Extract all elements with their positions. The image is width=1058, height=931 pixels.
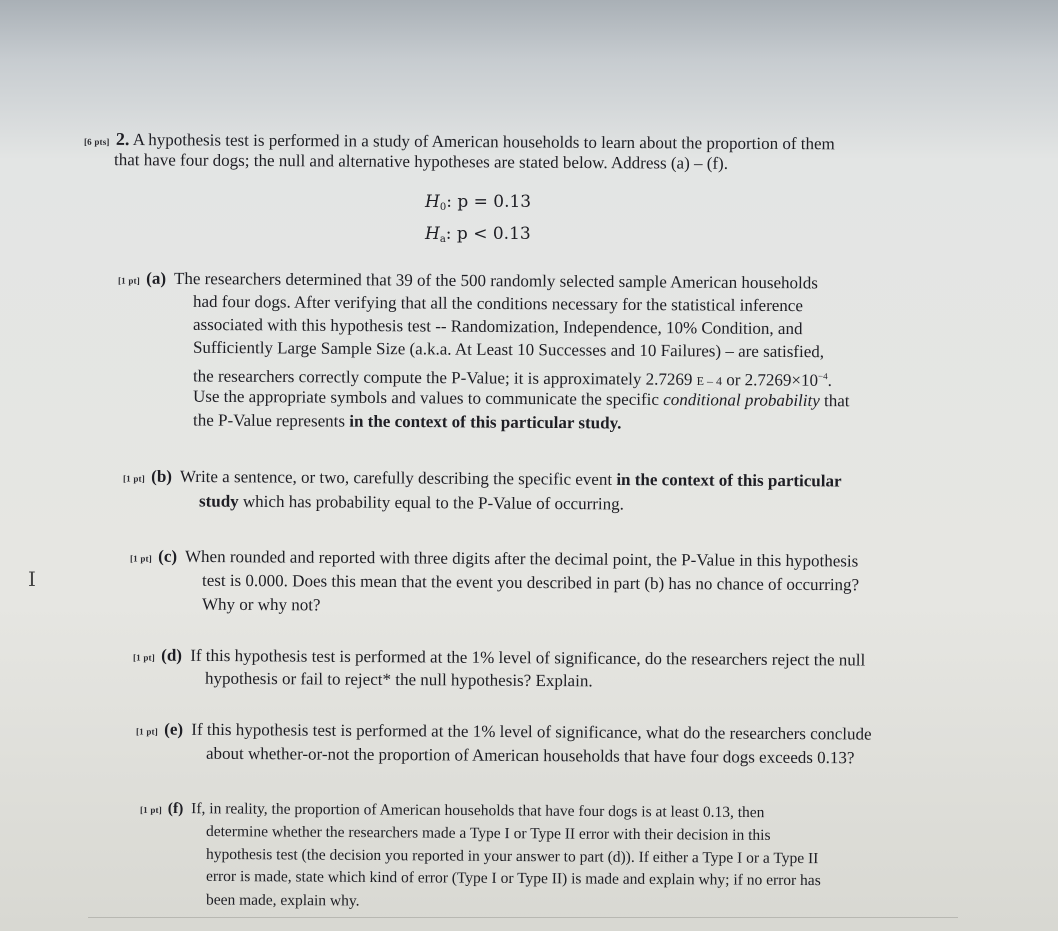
part-c-line3: Why or why not? (201, 594, 321, 615)
part-a-line1: [1 pt] (a) The researchers determined that 39 of the 500 randomly selected sample American households (117, 268, 818, 293)
part-b-points: [1 pt] (122, 473, 145, 484)
part-a-line2: had four dogs. After verifying that all the conditions necessary for the statistical inference (192, 291, 803, 316)
part-f-line1: [1 pt] (f) If, in reality, the proportion of American households that have four dogs is at least 0.13, then (139, 800, 765, 822)
part-a-line5: the researchers correctly compute the P-Value; it is approximately 2.7269 E – 4 or $2.7269\times 10^{-4}$. (192, 366, 832, 390)
null-hypothesis: $H_0$: p = 0.13 (425, 192, 532, 213)
question-points: [6 pts] (83, 136, 110, 147)
question-2-line2 (114, 150, 728, 174)
part-b-line2: study which has probability equal to the P-Value of occurring. (198, 491, 624, 514)
part-a-label: (a) (146, 268, 167, 288)
part-d-line2: hypothesis or fail to reject* the null hypothesis? Explain. (204, 668, 593, 691)
part-a-line3: associated with this hypothesis test -- Randomization, Independence, 10% Condition, and (192, 314, 803, 339)
part-f-line2: determine whether the researchers made a Type I or Type II error with their decision in this (205, 823, 771, 844)
part-a-line4: Sufficiently Large Sample Size (a.k.a. At Least 10 Successes and 10 Failures) – are satisfied, (192, 337, 825, 362)
part-f-line3: hypothesis test (the decision you reported in your answer to part (d)). If either a Type I or a Type II (205, 845, 819, 868)
part-f-line5: been made, explain why. (205, 891, 360, 910)
question-intro-line2: that have four dogs; the null and alternative hypotheses are stated below. Address (a) – (f). (113, 150, 729, 173)
question-number: 2. (115, 128, 130, 149)
part-f-points: [1 pt] (139, 804, 162, 815)
part-e-line2: about whether-or-not the proportion of American households that have four dogs exceeds 0.13? (205, 743, 855, 768)
part-c-points: [1 pt] (129, 553, 152, 564)
question-intro-line1: A hypothesis test is performed in a study of American households to learn about the proportion of them (132, 130, 835, 154)
text-cursor-icon: I (28, 567, 36, 591)
alternative-hypothesis: $H_a$: p < 0.13 (425, 224, 531, 245)
part-d-points: [1 pt] (132, 652, 155, 663)
part-e-label: (e) (164, 719, 184, 739)
part-b-label: (b) (151, 466, 173, 486)
part-d-line1: [1 pt] (d) If this hypothesis test is performed at the 1% level of significance, do the researchers reject the null (132, 645, 866, 670)
part-a-line7: the P-Value represents in the context of this particular study. (192, 410, 622, 433)
part-c-line1: [1 pt] (c) When rounded and reported with three digits after the decimal point, the P-Value in this hypothesis (129, 546, 859, 571)
part-b-line1: [1 pt] (b) Write a sentence, or two, carefully describing the specific event in the context of this particular (122, 466, 842, 491)
part-c-line2: test is 0.000. Does this mean that the event you described in part (b) has no chance of occurring? (201, 570, 860, 595)
part-e-points: [1 pt] (135, 726, 158, 737)
part-d-label: (d) (161, 645, 183, 665)
part-f-line4: error is made, state which kind of error (Type I or Type II) is made and explain why; if no error has (205, 867, 821, 890)
bottom-rule (88, 917, 958, 918)
part-a-points: [1 pt] (117, 275, 140, 286)
part-c-label: (c) (158, 546, 178, 566)
part-a-line6: Use the appropriate symbols and values to communicate the specific conditional probability that (192, 386, 850, 411)
part-f-label: (f) (167, 800, 184, 818)
part-e-line1: [1 pt] (e) If this hypothesis test is performed at the 1% level of significance, what do the researchers conclude (135, 719, 872, 744)
